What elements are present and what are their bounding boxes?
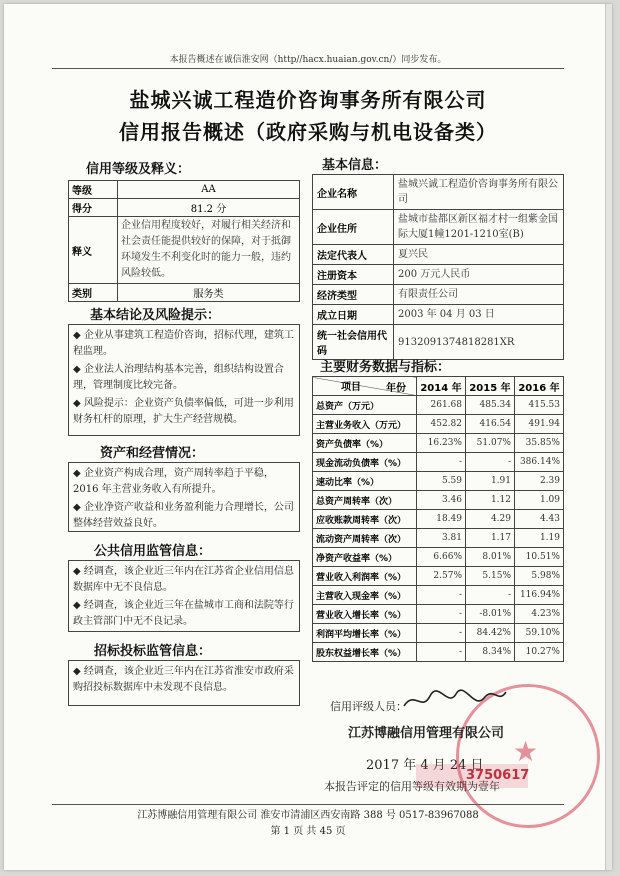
table-cell: 4.23%: [515, 605, 564, 624]
title-line-2: 信用报告概述（政府采购与机电设备类）: [119, 120, 497, 144]
table-row: [69, 284, 300, 302]
cell-value: 盐城市盐都区新区福才村一组紫金国际大厦1幢1201-1210室(B): [394, 210, 564, 245]
table-cell: 485.34: [466, 396, 515, 415]
table-cell: 4.29: [466, 510, 515, 529]
financial-table: [312, 376, 564, 662]
table-row: [313, 643, 564, 662]
table-cell: 6.66%: [417, 548, 466, 567]
table-row: [313, 586, 564, 605]
table-cell: 116.94%: [515, 586, 564, 605]
list-item: ◆ 企业净资产收益和业务盈利能力合理增长，公司整体经营效益良好。: [73, 502, 294, 529]
table-row: [69, 217, 300, 284]
validity-note: 本报告评定的信用等级有效期为壹年: [324, 780, 500, 793]
table-row: [313, 472, 564, 491]
bullet-icon: ◆: [73, 364, 84, 375]
cell-value: 企业信用程度较好，对履行相关经济和社会责任能提供较好的保障，对于抵御环境发生不利变化时的能力一般，违约风险较低。: [118, 217, 300, 284]
table-cell: 5.98%: [515, 567, 564, 586]
list-item: ◆ 企业从事建筑工程造价咨询，招标代理，建筑工程监理。: [73, 330, 294, 357]
analyst-signature: [400, 686, 510, 714]
table-row: [313, 434, 564, 453]
cell-label: 企业名称: [313, 175, 394, 210]
cell-label: 类别: [69, 284, 118, 302]
public-credit-box: [68, 560, 300, 632]
bullet-icon: ◆: [73, 666, 84, 677]
bullet-icon: ◆: [73, 398, 84, 409]
conclusion-box: [68, 324, 300, 436]
table-cell: 8.34%: [466, 643, 515, 662]
basic-info-heading: 基本信息：: [322, 158, 388, 173]
cell-label: 成立日期: [313, 305, 394, 325]
public-credit-heading: 公共信用监管信息：: [94, 544, 212, 559]
table-cell: 51.07%: [466, 434, 515, 453]
table-row: [69, 199, 300, 217]
table-row: [69, 181, 300, 199]
cell-value: 200 万元人民币: [394, 265, 564, 285]
table-cell: 5.15%: [466, 567, 515, 586]
cell-label: 注册资本: [313, 265, 394, 285]
table-cell: -: [466, 586, 515, 605]
cell-value: 有限责任公司: [394, 285, 564, 305]
bullet-icon: ◆: [73, 502, 84, 513]
table-cell: -8.01%: [466, 605, 515, 624]
row-label: 利润平均增长率（%）: [313, 624, 417, 643]
table-cell: 261.68: [417, 396, 466, 415]
cell-value: 9132091374818281XR: [394, 325, 564, 360]
cell-value: 服务类: [118, 284, 300, 302]
table-row: [313, 529, 564, 548]
basic-info-table: [312, 174, 564, 360]
bullet-icon: ◆: [73, 600, 84, 611]
row-label: 现金流动负债率（%）: [313, 453, 417, 472]
table-row: [313, 548, 564, 567]
table-cell: 1.19: [515, 529, 564, 548]
table-row: [313, 325, 564, 360]
row-label: 股东权益增长率（%）: [313, 643, 417, 662]
report-page: [4, 4, 612, 870]
table-cell: 10.51%: [515, 548, 564, 567]
cell-value: 夏兴民: [394, 245, 564, 265]
list-item: ◆ 经调查，该企业近三年内在江苏省企业信用信息数据库中无不良信息。: [73, 566, 294, 593]
table-row: [313, 175, 564, 210]
table-row: [313, 245, 564, 265]
table-cell: 1.17: [466, 529, 515, 548]
table-row: [313, 285, 564, 305]
bidding-heading: 招标投标监管信息：: [94, 644, 212, 659]
table-cell: 2.39: [515, 472, 564, 491]
table-cell: 8.01%: [466, 548, 515, 567]
table-cell: -: [417, 605, 466, 624]
table-cell: 1.91: [466, 472, 515, 491]
row-label: 流动资产周转率（次）: [313, 529, 417, 548]
list-item: ◆ 企业资产构成合理，资产周转率趋于平稳，2016 年主营业务收入有所提升。: [73, 468, 274, 495]
table-row: [313, 453, 564, 472]
bullet-icon: ◆: [73, 566, 84, 577]
corner-cell: 年份 项目: [313, 377, 417, 396]
cell-label: 统一社会信用代码: [313, 325, 394, 360]
table-cell: 59.10%: [515, 624, 564, 643]
bullet-icon: ◆: [73, 330, 84, 341]
star-icon: ★: [513, 735, 539, 768]
cell-label: 法定代表人: [313, 245, 394, 265]
row-label: 总资产（万元）: [313, 396, 417, 415]
footer-divider: [52, 804, 564, 805]
table-cell: 4.43: [515, 510, 564, 529]
rating-company: 江苏博融信用管理有限公司: [348, 726, 505, 741]
stamp-code: 3750617: [466, 768, 530, 783]
table-cell: 3.81: [417, 529, 466, 548]
column-header: 2016 年: [515, 377, 564, 396]
assets-heading: 资产和经营情况：: [100, 446, 205, 461]
column-header: 2015 年: [466, 377, 515, 396]
list-item: ◆ 经调查，该企业近三年在盐城市工商和法院等行政主管部门中无不良记录。: [73, 600, 294, 627]
table-header-row: [313, 377, 564, 396]
cell-label: 等级: [69, 181, 118, 199]
table-cell: 5.59: [417, 472, 466, 491]
table-row: [313, 415, 564, 434]
title-line-1: 盐城兴诚工程造价咨询事务所有限公司: [129, 88, 487, 112]
row-label: 应收账款周转率（次）: [313, 510, 417, 529]
row-label: 速动比率（%）: [313, 472, 417, 491]
cell-label: 释义: [69, 217, 118, 284]
table-cell: -: [417, 643, 466, 662]
page-number: 第 1 页 共 45 页: [270, 826, 346, 837]
table-row: [313, 396, 564, 415]
row-label: 营业收入利润率（%）: [313, 567, 417, 586]
row-label: 营业收入增长率（%）: [313, 605, 417, 624]
table-row: [313, 491, 564, 510]
row-label: 主营业务收入（万元）: [313, 415, 417, 434]
bullet-icon: ◆: [73, 468, 84, 479]
table-cell: -: [417, 453, 466, 472]
row-label: 总资产周转率（次）: [313, 491, 417, 510]
cell-label: 得分: [69, 199, 118, 217]
table-row: [313, 605, 564, 624]
table-cell: 10.27%: [515, 643, 564, 662]
credit-rating-table: [68, 180, 300, 302]
table-cell: 2.57%: [417, 567, 466, 586]
table-row: [313, 510, 564, 529]
list-item: ◆ 经调查，该企业近三年内在江苏省淮安市政府采购招投标数据库中未发现不良信息。: [73, 666, 294, 693]
table-cell: 416.54: [466, 415, 515, 434]
table-cell: 35.85%: [515, 434, 564, 453]
bidding-box: [68, 660, 300, 706]
cell-label: 企业住所: [313, 210, 394, 245]
list-item: ◆ 风险提示：企业资产负债率偏低，可进一步利用财务杠杆的原理，扩大生产经营规模。: [73, 398, 294, 425]
table-cell: 1.09: [515, 491, 564, 510]
table-cell: 3.46: [417, 491, 466, 510]
table-cell: -: [466, 453, 515, 472]
table-cell: 415.53: [515, 396, 564, 415]
cell-value: 81.2 分: [118, 199, 300, 217]
table-cell: 18.49: [417, 510, 466, 529]
assets-box: [68, 462, 300, 532]
table-row: [313, 624, 564, 643]
table-row: [313, 567, 564, 586]
report-date: 2017 年 4 月 24 日: [366, 758, 484, 773]
table-cell: -: [417, 586, 466, 605]
cell-value: 盐城兴诚工程造价咨询事务所有限公司: [394, 175, 564, 210]
publish-note: 本报告概述在诚信淮安网（http//hacx.huaian.gov.cn/）同步发布。: [169, 55, 447, 65]
table-cell: 491.94: [515, 415, 564, 434]
row-label: 资产负债率（%）: [313, 434, 417, 453]
cell-label: 经济类型: [313, 285, 394, 305]
column-header: 2014 年: [417, 377, 466, 396]
list-item: ◆ 企业法人治理结构基本完善，组织结构设置合理，管理制度比较完备。: [73, 364, 284, 391]
table-cell: 452.82: [417, 415, 466, 434]
table-cell: 84.42%: [466, 624, 515, 643]
row-label: 净资产收益率（%）: [313, 548, 417, 567]
header-divider: [52, 68, 564, 69]
table-cell: 1.12: [466, 491, 515, 510]
conclusion-heading: 基本结论及风险提示：: [90, 308, 221, 323]
table-row: [313, 210, 564, 245]
cell-value: AA: [118, 181, 300, 199]
credit-rating-heading: 信用等级及释义：: [86, 162, 191, 177]
table-cell: -: [417, 624, 466, 643]
table-row: [313, 305, 564, 325]
row-label: 主营收入现金率（%）: [313, 586, 417, 605]
table-cell: 386.14%: [515, 453, 564, 472]
table-row: [313, 265, 564, 285]
analyst-label: 信用评级人员：: [330, 700, 407, 713]
table-cell: 16.23%: [417, 434, 466, 453]
financial-heading: 主要财务数据与指标：: [320, 360, 451, 375]
footer-contact: 江苏博融信用管理有限公司 淮安市清浦区西安南路 388 号 0517-83967088: [137, 810, 479, 821]
cell-value: 2003 年 04 月 03 日: [394, 305, 564, 325]
